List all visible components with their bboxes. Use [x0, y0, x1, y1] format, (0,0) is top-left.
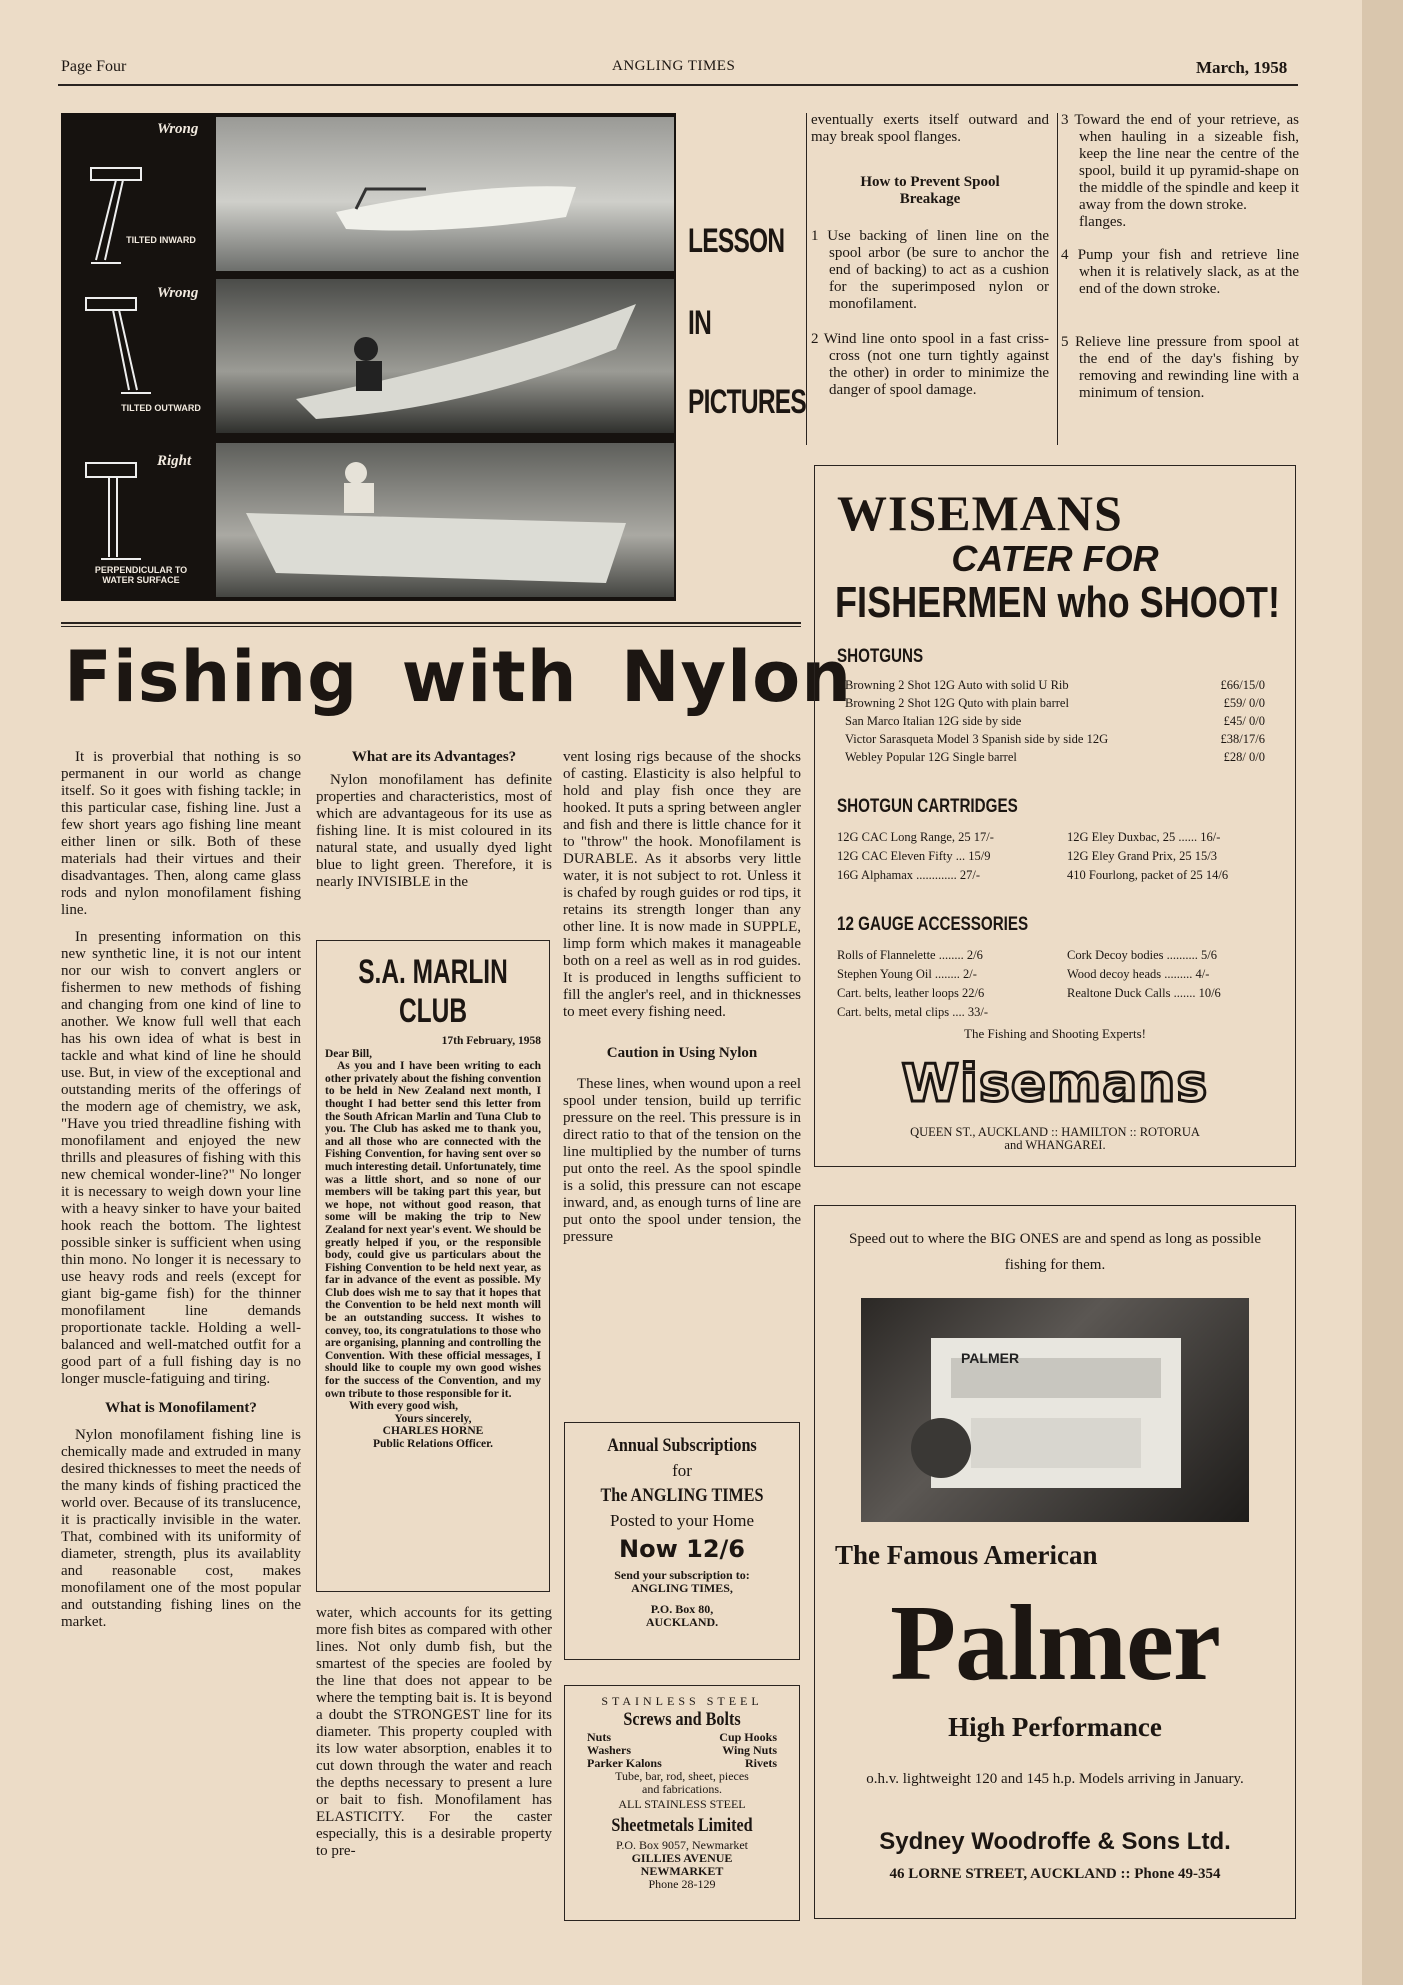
masthead: ANGLING TIMES — [612, 58, 736, 74]
steel-item: Cup Hooks — [719, 1730, 777, 1744]
ad-address: QUEEN ST., AUCKLAND :: HAMILTON :: ROTORUA — [910, 1125, 1200, 1139]
letter-body — [317, 1035, 549, 1451]
stainless-steel-ad — [564, 1685, 800, 1921]
letter-yours: Yours sincerely, — [394, 1412, 472, 1425]
cartridge-item: 16G Alphamax ............. 27/- — [837, 868, 981, 882]
paragraph: Nylon monofilament has definite properties and characteristics, most of which are advantageous for its use as fishing line. It is mist coloured in its natural state, and usually dyed light blue to light green. Therefore, it is nearly INVISIBLE in the — [316, 772, 552, 890]
steel-company: Sheetmetals Limited — [611, 1815, 753, 1836]
item-price: £28/ 0/0 — [1223, 750, 1265, 764]
lesson-word-3: PICTURES — [688, 383, 807, 421]
accessory-item: Stephen Young Oil ........ 2/- — [837, 967, 977, 981]
shotgun-item — [845, 748, 1265, 766]
paragraph: Nylon monofilament fishing line is chemically made and extruded in many desired thicknesses to meet the needs of the many kinds of fishing practiced the world over. Because of its translucence, it is practically invisible in the water. That, combined with its uniformity of diameter, strength, plus its availablity and reasonable cost, makes monofilament one of the most popular and outstanding fishing lines on the market. — [61, 1427, 301, 1630]
steel-line: and fabrications. — [642, 1782, 722, 1796]
item-price: £66/15/0 — [1220, 678, 1265, 692]
header-rule — [58, 84, 1298, 86]
accessory-row — [837, 946, 1287, 965]
article-col-3 — [563, 749, 801, 1256]
steel-line: P.O. Box 9057, Newmarket — [616, 1838, 748, 1852]
sub-line: Annual Subscriptions — [607, 1435, 757, 1456]
letter-close: With every good wish, — [349, 1400, 459, 1413]
cartridge-item: 12G CAC Eleven Fifty ... 15/9 — [837, 849, 991, 863]
page-edge — [1362, 0, 1403, 1985]
subheading: Caution in Using Nylon — [606, 1045, 758, 1061]
lesson-word-1: LESSON — [688, 222, 785, 260]
ad-title: CATER FOR — [951, 538, 1159, 579]
sub-price: Now 12/6 — [619, 1535, 745, 1563]
accessory-item: Cart. belts, leather loops 22/6 — [837, 986, 985, 1000]
spool-col-2 — [1061, 112, 1299, 402]
article-col-2 — [316, 749, 552, 901]
issue-date: March, 1958 — [1196, 58, 1288, 77]
paragraph: eventually exerts itself outward and may break spool flanges. — [811, 112, 1049, 145]
paragraph: water, which accounts for its getting more fish bites as compared with other lines. Not only dumb fish, but the smartest of the species are fooled by the line that does not appear to be where the tempting bait is. It is beyond a doubt the STRONGEST line for its diameter. This property coupled with its low water absorption, enables it to cut down through the water and reach the depths necessary to present a lure or bait to fish. Monofilament has ELASTICITY. For the caster especially, this is a desirable property to pre- — [316, 1605, 552, 1859]
sub-line: The ANGLING TIMES — [600, 1485, 764, 1506]
label-tilted-inward: TILTED INWARD — [126, 235, 196, 245]
headline-rule — [61, 622, 801, 624]
sub-line: P.O. Box 80, — [650, 1602, 714, 1616]
steel-line: Tube, bar, rod, sheet, pieces — [615, 1769, 749, 1783]
shotgun-item — [845, 712, 1265, 730]
steel-line: GILLIES AVENUE — [631, 1851, 733, 1865]
engine-plate: PALMER — [961, 1350, 1020, 1366]
ad-tagline: The Fishing and Shooting Experts! — [964, 1026, 1146, 1041]
ad-text: o.h.v. lightweight 120 and 145 h.p. Models arriving in January. — [866, 1771, 1244, 1787]
item-name: Victor Sarasqueta Model 3 Spanish side by side 12G — [845, 732, 1109, 746]
sub-line: ANGLING TIMES, — [631, 1581, 733, 1595]
column-rule — [1057, 113, 1058, 445]
tip-item: flanges. — [1079, 214, 1127, 230]
label-perpendicular: PERPENDICULAR TO WATER SURFACE — [94, 565, 188, 585]
ad-title: High Performance — [948, 1712, 1162, 1742]
accessory-item: Cork Decoy bodies .......... 5/6 — [1067, 948, 1217, 962]
marlin-letter-box — [316, 940, 550, 1592]
shotgun-item — [845, 694, 1265, 712]
item-price: £38/17/6 — [1220, 732, 1265, 746]
accessory-item: Rolls of Flannelette ........ 2/6 — [837, 948, 983, 962]
ad-company: Sydney Woodroffe & Sons Ltd. — [879, 1828, 1231, 1855]
paragraph: In presenting information on this new synthetic line, it is not our intent nor our wish to convert anglers or fishermen to new methods of fishing and changing from one kind of line to another. We know full well that each has his own idea of what is best in tackle and what kind of line he should use. But, in view of the exceptional and outstanding merits of the offerings of the modern age of chemistry, we ask, "Have you tried threadline fishing with monofilament and enjoyed the new thrills and pleasures of fishing with this new chemical wonder-line?" No longer it is necessary to weigh down your line with a heavy sinker to have your baited hook reach the bottom. The lightest possible sinker is sufficient when using thin mono. No longer it is necessary to use heavy rods and reels (except for giant big-game fish) for the thinner monofilament line demands proportionate tackle. Holding a well-balanced and well-matched outfit for a good part of a full fishing day is no longer muscle-fatiguing and tiring. — [61, 929, 301, 1387]
steel-line: Screws and Bolts — [623, 1709, 741, 1730]
sub-line: Posted to your Home — [609, 1511, 755, 1530]
page-number: Page Four — [61, 58, 127, 75]
outboard-diagram — [61, 113, 211, 601]
tip-item: 3 Toward the end of your retrieve, as when hauling in a sizeable fish, keep the line near the centre of the spool, build it up pyramid-shape on the middle of the spindle and keep it away from the down stroke. — [1061, 112, 1299, 213]
sub-line: for — [672, 1461, 692, 1480]
ad-address: and WHANGAREI. — [1004, 1138, 1106, 1152]
column-rule — [806, 113, 807, 445]
subheading: How to Prevent Spool Breakage — [860, 174, 1000, 207]
label-tilted-outward: TILTED OUTWARD — [121, 403, 201, 413]
accessory-row — [837, 984, 1287, 1003]
steel-item: Rivets — [745, 1756, 777, 1770]
letter-signatory: CHARLES HORNE — [382, 1425, 484, 1438]
headline: Fishing with Nylon — [64, 636, 853, 718]
tip-item: 5 Relieve line pressure from spool at the end of the day's fishing by removing and rewinding line with a minimum of tension. — [1061, 334, 1299, 401]
shotgun-item — [845, 676, 1265, 694]
ad-title: WISEMANS — [837, 485, 1123, 541]
boat-photo-1 — [216, 117, 674, 271]
accessory-row — [837, 1003, 1287, 1022]
palmer-ad — [814, 1205, 1296, 1919]
boat-photo-2 — [216, 279, 674, 433]
steel-line: NEWMARKET — [640, 1864, 724, 1878]
cartridge-item: 12G Eley Duxbac, 25 ...... 16/- — [1067, 830, 1221, 844]
headline-rule — [61, 626, 801, 627]
accessory-list — [837, 946, 1287, 1022]
item-name: Browning 2 Shot 12G Quto with plain barrel — [845, 696, 1069, 710]
letter-role: Public Relations Officer. — [373, 1438, 493, 1450]
steel-item: Parker Kalons — [587, 1756, 662, 1770]
boat-photo-3 — [216, 443, 674, 597]
steel-item: Washers — [587, 1743, 632, 1757]
ad-intro: Speed out to where the BIG ONES are and spend as long as possible fishing for them. — [848, 1231, 1261, 1273]
wisemans-logo: Wisemans — [901, 1054, 1209, 1114]
letter-date: 17th February, 1958 — [441, 1035, 541, 1047]
paragraph: It is proverbial that nothing is so permanent in our world as change itself. So it goes with fishing tackle; in this particular case, fishing line. Just a few short years ago fishing line meant either linen or silk. Both of these materials had their virtues and their disadvantages. Then, along came glass rods and nylon monofilament fishing line. — [61, 749, 301, 918]
cartridge-list — [837, 828, 1287, 885]
palmer-brand: Palmer — [890, 1584, 1220, 1703]
ad-title: The Famous American — [835, 1540, 1098, 1570]
accessory-item: Realtone Duck Calls ....... 10/6 — [1067, 986, 1221, 1000]
accessory-row — [837, 965, 1287, 984]
ad-address: 46 LORNE STREET, AUCKLAND :: Phone 49-354 — [889, 1866, 1221, 1882]
ad-title: FISHERMEN who SHOOT! — [835, 578, 1280, 627]
label-right: Right — [157, 453, 192, 469]
steel-item: Wing Nuts — [722, 1743, 777, 1757]
tip-item: 1 Use backing of linen line on the spool arbor (be sure to anchor the end of backing) to act as a cushion for the superimposed nylon or monofilament. — [811, 228, 1049, 312]
letter-text: As you and I have been writing to each other privately about the fishing convention to be held in New Zealand next month, I thought I had better send this letter from the South African Marlin and Tuna Club to you. The Club has asked me to thank you, and all those who are connected with the Fishing Convention, for having sent over so much interesting detail. Unfortunately, time was a little short, and so none of our members will be taking part this year, but we hope, not without good reason, that some will be making the trip to New Zealand for next year's event. We should be greatly helped if you, or the responsible body, could give us particulars about the Fishing Convention to be held next year, as far in advance of the event as possible. My Club does wish me to say that it hopes that the Convention to be held next month will be an outstanding success. It wishes to convey, too, its congratulations to those who are organising, planning and controlling the Convention. With these official messages, I should like to couple my own good wishes for the success of the Convention, and my own tribute to those responsible for it. — [325, 1060, 541, 1400]
sub-line: Send your subscription to: — [614, 1568, 750, 1582]
accessory-item: Cart. belts, metal clips .... 33/- — [837, 1005, 989, 1019]
cartridge-item: 12G CAC Long Range, 25 17/- — [837, 830, 994, 844]
article-col-2-cont — [316, 1605, 552, 1870]
section-heading: 12 GAUGE ACCESSORIES — [837, 914, 1029, 935]
item-name: Browning 2 Shot 12G Auto with solid U Rib — [845, 678, 1069, 692]
paragraph: These lines, when wound upon a reel spool under tension, build up terrific pressure on the reel. This pressure is in direct ratio to that of the tension on the line multiplied by the number of turns put onto the reel. As the spool spindle is a solid, this pressure can not escape inward, and, as enough turns of line are put onto the spool under tension, the pressure — [563, 1076, 801, 1245]
steel-item: Nuts — [587, 1730, 612, 1744]
article-col-1 — [61, 749, 301, 1641]
section-heading: SHOTGUN CARTRIDGES — [837, 796, 1018, 817]
item-price: £45/ 0/0 — [1223, 714, 1265, 728]
spool-col-1 — [811, 112, 1049, 399]
sub-line: AUCKLAND. — [645, 1615, 719, 1629]
tip-item: 4 Pump your fish and retrieve line when it is relatively slack, as at the end of the down stroke. — [1061, 247, 1299, 297]
item-name: San Marco Italian 12G side by side — [845, 714, 1022, 728]
cartridge-item: 410 Fourlong, packet of 25 14/6 — [1067, 868, 1229, 882]
lesson-photo-panel — [61, 113, 676, 601]
shotgun-item — [845, 730, 1265, 748]
label-wrong-1: Wrong — [157, 121, 199, 137]
engine-photo — [861, 1298, 1249, 1522]
cartridge-item: 12G Eley Grand Prix, 25 15/3 — [1067, 849, 1217, 863]
tip-item: 2 Wind line onto spool in a fast criss-cross (not one turn tightly against the other) in order to minimize the danger of spool damage. — [811, 331, 1049, 398]
section-heading: SHOTGUNS — [837, 646, 924, 667]
steel-line: STAINLESS STEEL — [601, 1694, 763, 1708]
letter-greeting: Dear Bill, — [325, 1047, 373, 1060]
label-wrong-2: Wrong — [157, 285, 199, 301]
subheading: What is Monofilament? — [105, 1400, 257, 1416]
wisemans-ad — [814, 465, 1296, 1167]
paragraph: vent losing rigs because of the shocks of casting. Elasticity is also helpful to hold and play fish once they are hooked. It puts a spring between angler and fish and there is little chance for it to "throw" the hook. Monofilament is DURABLE. As it absorbs very little water, it is not subject to rot. Unless it is chafed by rough guides or rod tips, it retains its strength longer than any other line. It is now made in SUPPLE, limp form which makes it manageable both on a reel as well as in rod guides. It is produced in lengths sufficient to fill the angler's reel, and in thicknesses to meet every fishing need. — [563, 749, 801, 1020]
steel-line: ALL STAINLESS STEEL — [618, 1797, 746, 1811]
lesson-word-2: IN — [688, 304, 712, 342]
item-price: £59/ 0/0 — [1223, 696, 1265, 710]
shotgun-list — [845, 676, 1265, 766]
steel-line: Phone 28-129 — [648, 1877, 716, 1891]
subscription-ad — [564, 1422, 800, 1660]
subheading: What are its Advantages? — [351, 749, 517, 765]
letter-title: S.A. MARLIN CLUB — [358, 953, 508, 1030]
item-name: Webley Popular 12G Single barrel — [845, 750, 1017, 764]
accessory-item: Wood decoy heads ......... 4/- — [1067, 967, 1210, 981]
